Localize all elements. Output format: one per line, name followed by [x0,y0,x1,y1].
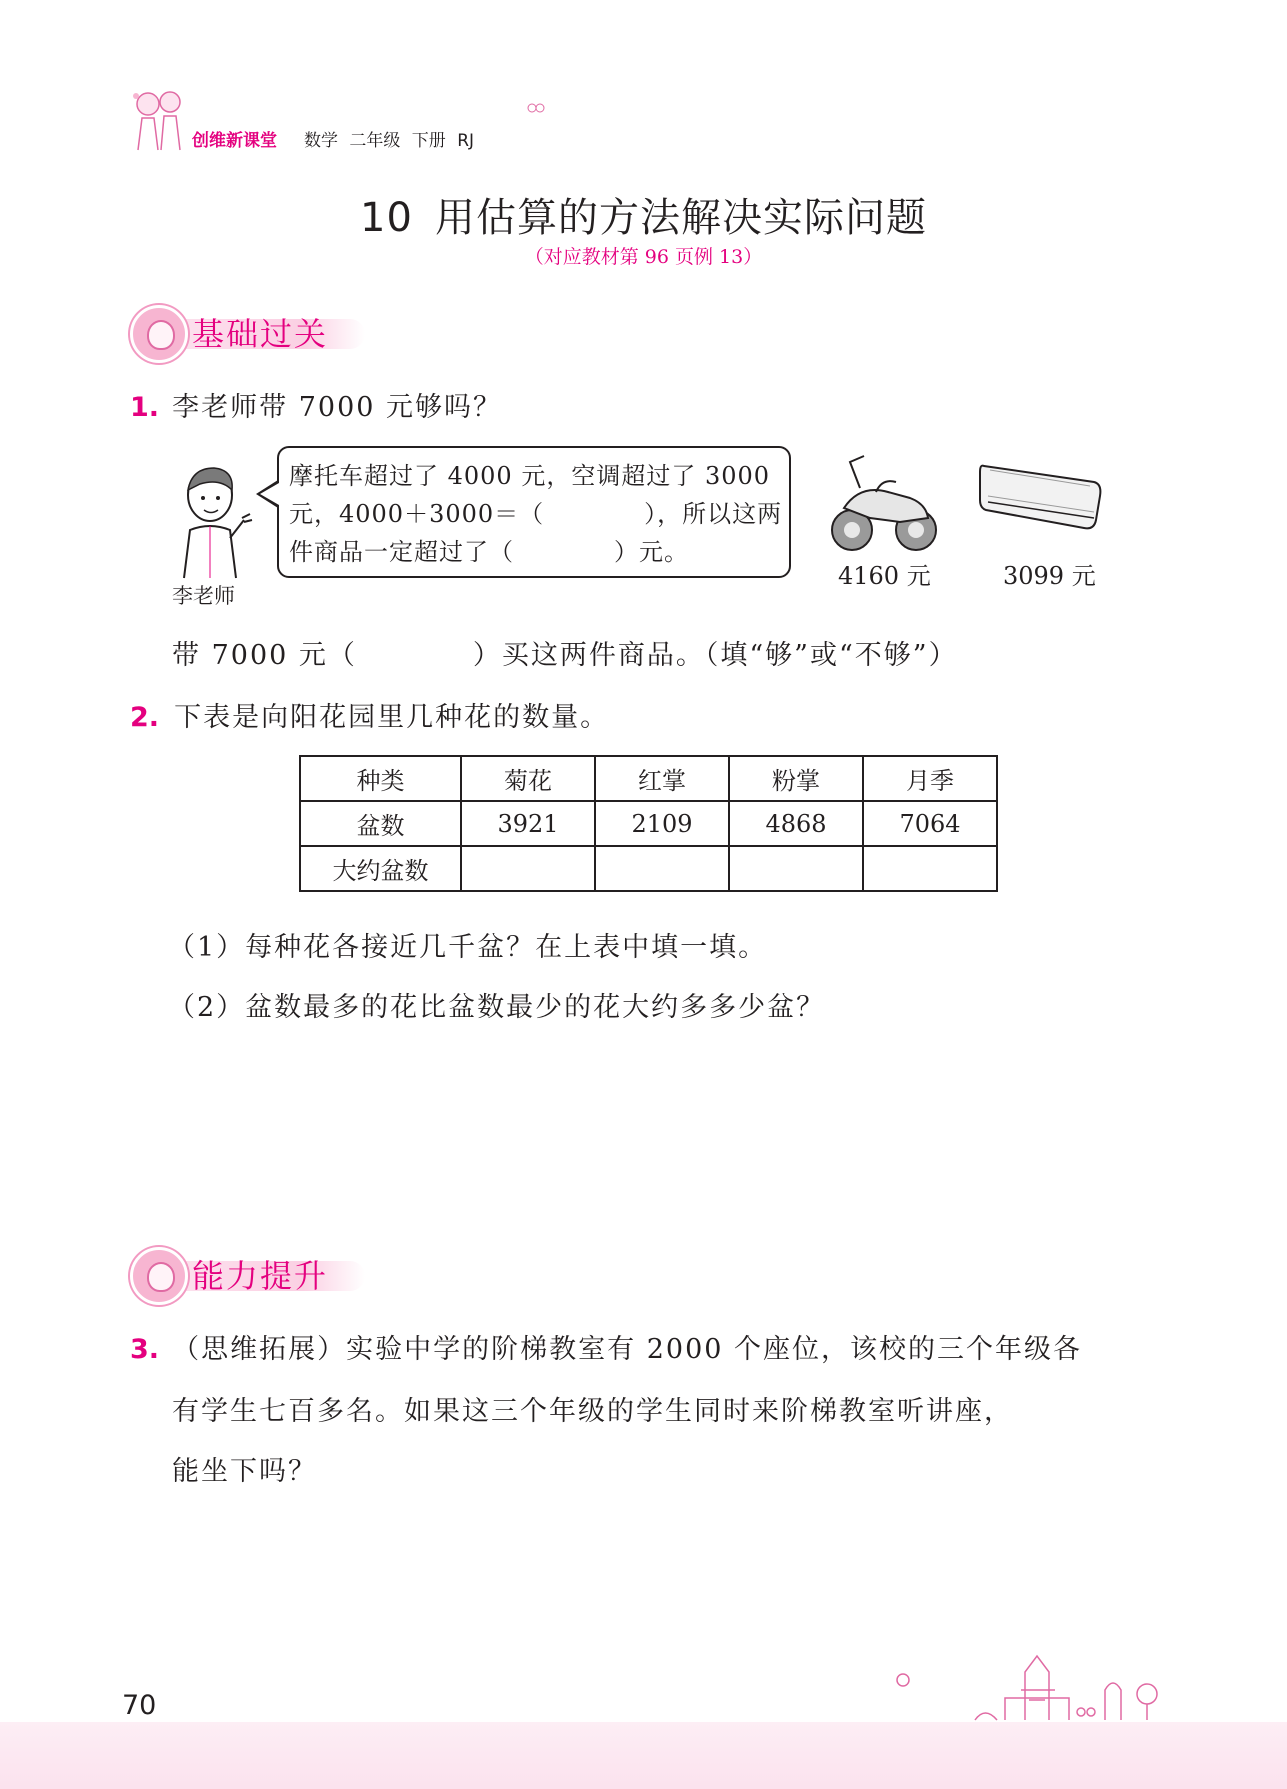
table-cell: 大约盆数 [300,846,461,891]
question-text-line-2: 有学生七百多名。如果这三个年级的学生同时来阶梯教室听讲座， [172,1396,1013,1427]
section-banner-basic [130,305,370,355]
section-banner-advanced [130,1247,370,1297]
table-header-cell: 月季 [863,756,997,801]
question-1-followup: 带 7000 元（ ）买这两件商品。（填“够”或“不够”） [172,640,958,671]
table-cell: 盆数 [300,801,461,846]
table-header-cell: 菊花 [461,756,595,801]
flower-count-table [299,755,998,892]
table-header-cell: 红掌 [595,756,729,801]
table-header-cell: 粉掌 [729,756,863,801]
section-title-basic: 基础过关 [192,315,329,353]
section-title-advanced: 能力提升 [192,1257,329,1295]
kids-illustration-icon [128,86,188,152]
question-2 [130,695,609,734]
bubble-line-2: 元，4000＋3000＝（ ），所以这两 [289,500,783,528]
lesson-title-text: 用估算的方法解决实际问题 [434,195,927,241]
castle-illustration-icon [885,1650,1175,1722]
question-text: 下表是向阳花园里几种花的数量。 [174,702,610,733]
air-conditioner-image [978,456,1106,538]
table-row [300,801,997,846]
question-2-part-2: （2）盆数最多的花比盆数最少的花大约多多少盆？ [168,992,826,1023]
table-cell: 2109 [595,801,729,846]
motorcycle-icon [830,448,940,556]
motorcycle-price: 4160 元 [838,562,931,590]
page-number: 70 [122,1690,157,1721]
answer-cell[interactable] [461,846,595,891]
teacher-label: 李老师 [172,584,235,608]
answer-cell[interactable] [595,846,729,891]
castle-decoration [885,1650,1175,1722]
table-cell: 3921 [461,801,595,846]
lesson-number: 10 [360,195,413,241]
table-header-cell: 种类 [300,756,461,801]
lesson-title [0,186,1287,243]
answer-cell[interactable] [863,846,997,891]
motorcycle-image [830,448,940,556]
bubble-line-3: 件商品一定超过了（ ）元。 [289,538,689,566]
header-kids-logo [128,86,188,152]
question-text: 李老师带 7000 元够吗？ [172,392,503,423]
teacher-icon [170,460,260,580]
table-header-row [300,756,997,801]
mascot-badge-icon [130,305,188,363]
header-subject: 数学 二年级 下册 RJ [304,131,475,151]
bubble-tail-inner [260,483,279,505]
footer-band [0,1722,1287,1789]
bubble-line-1: 摩托车超过了 4000 元，空调超过了 3000 [289,462,771,490]
air-conditioner-icon [978,456,1106,538]
question-number: 2. [130,702,160,733]
flower-decoration-icon [526,100,546,120]
air-conditioner-price: 3099 元 [1003,562,1096,590]
lesson-reference: （对应教材第 96 页例 13） [524,246,763,268]
table-row [300,846,997,891]
answer-space-q2[interactable] [168,1030,1128,1230]
question-text-line-1: （思维拓展）实验中学的阶梯教室有 2000 个座位，该校的三个年级各 [172,1334,1083,1365]
teacher-figure [170,460,260,580]
question-1 [130,385,502,424]
question-3 [130,1327,1082,1366]
header-brand: 创维新课堂 [192,131,277,151]
table-cell: 7064 [863,801,997,846]
question-number: 1. [130,392,160,423]
answer-space-q3[interactable] [168,1495,1128,1675]
question-number: 3. [130,1334,160,1365]
answer-cell[interactable] [729,846,863,891]
mascot-badge-icon [130,1247,188,1305]
table-cell: 4868 [729,801,863,846]
question-2-part-1: （1）每种花各接近几千盆？在上表中填一填。 [168,932,768,963]
question-text-line-3: 能坐下吗？ [172,1456,317,1487]
